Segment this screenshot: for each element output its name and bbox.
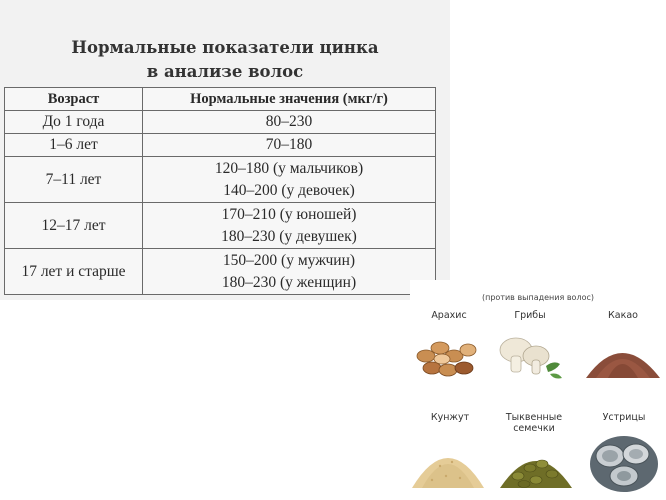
food-mushrooms: [490, 310, 570, 390]
mushrooms-icon: [494, 326, 566, 386]
table-header-row: [5, 88, 436, 111]
cocoa-icon: [582, 334, 662, 384]
page-title: [0, 36, 450, 84]
value-line: 180–230 (у женщин): [221, 273, 357, 291]
age-cell: 7–11 лет: [5, 157, 143, 203]
peanuts-icon: [412, 326, 482, 386]
age-cell: 12–17 лет: [5, 203, 143, 249]
value-cell: [143, 134, 436, 157]
title-line-1: Нормальные показатели цинка: [71, 38, 379, 57]
value-cell: [143, 249, 436, 295]
food-label: Устрицы: [602, 412, 646, 423]
document-area: [0, 0, 450, 300]
value-line: 140–200 (у девочек): [223, 181, 355, 199]
age-cell: 17 лет и старше: [5, 249, 143, 295]
food-label: Тыквенные семечки: [505, 412, 563, 434]
header-age: Возраст: [5, 88, 143, 111]
food-oysters: [582, 412, 666, 500]
table-row: [5, 249, 436, 295]
title-line-2: в анализе волос: [146, 62, 304, 81]
oysters-icon: [586, 430, 662, 494]
table-row: [5, 157, 436, 203]
foods-caption: (против выпадения волос): [482, 293, 594, 302]
value-cell: [143, 203, 436, 249]
value-line: 120–180 (у мальчиков): [214, 159, 364, 177]
value-cell: [143, 111, 436, 134]
food-sesame: [410, 412, 490, 500]
age-cell: 1–6 лет: [5, 134, 143, 157]
value-cell: [143, 157, 436, 203]
table-row: [5, 134, 436, 157]
value-line: 180–230 (у девушек): [221, 227, 357, 245]
age-cell: До 1 года: [5, 111, 143, 134]
value-line: 170–210 (у юношей): [221, 205, 357, 223]
food-label: Кунжут: [430, 412, 470, 423]
food-pumpkin-seeds: [490, 412, 578, 500]
value-line: 150–200 (у мужчин): [222, 251, 356, 269]
food-cocoa: [580, 310, 666, 390]
value-line: 80–230: [265, 113, 313, 130]
value-line: 70–180: [265, 136, 313, 153]
food-label: Арахис: [431, 310, 467, 321]
zinc-norms-table: [4, 87, 436, 295]
food-peanuts: [410, 310, 488, 390]
zinc-foods-panel: [410, 280, 666, 500]
header-values: Нормальные значения (мкг/г): [143, 88, 436, 111]
sesame-icon: [410, 432, 486, 492]
food-label: Какао: [608, 310, 638, 321]
table-row: [5, 111, 436, 134]
food-label: Грибы: [514, 310, 546, 321]
pumpkin-seeds-icon: [496, 432, 576, 492]
table-row: [5, 203, 436, 249]
